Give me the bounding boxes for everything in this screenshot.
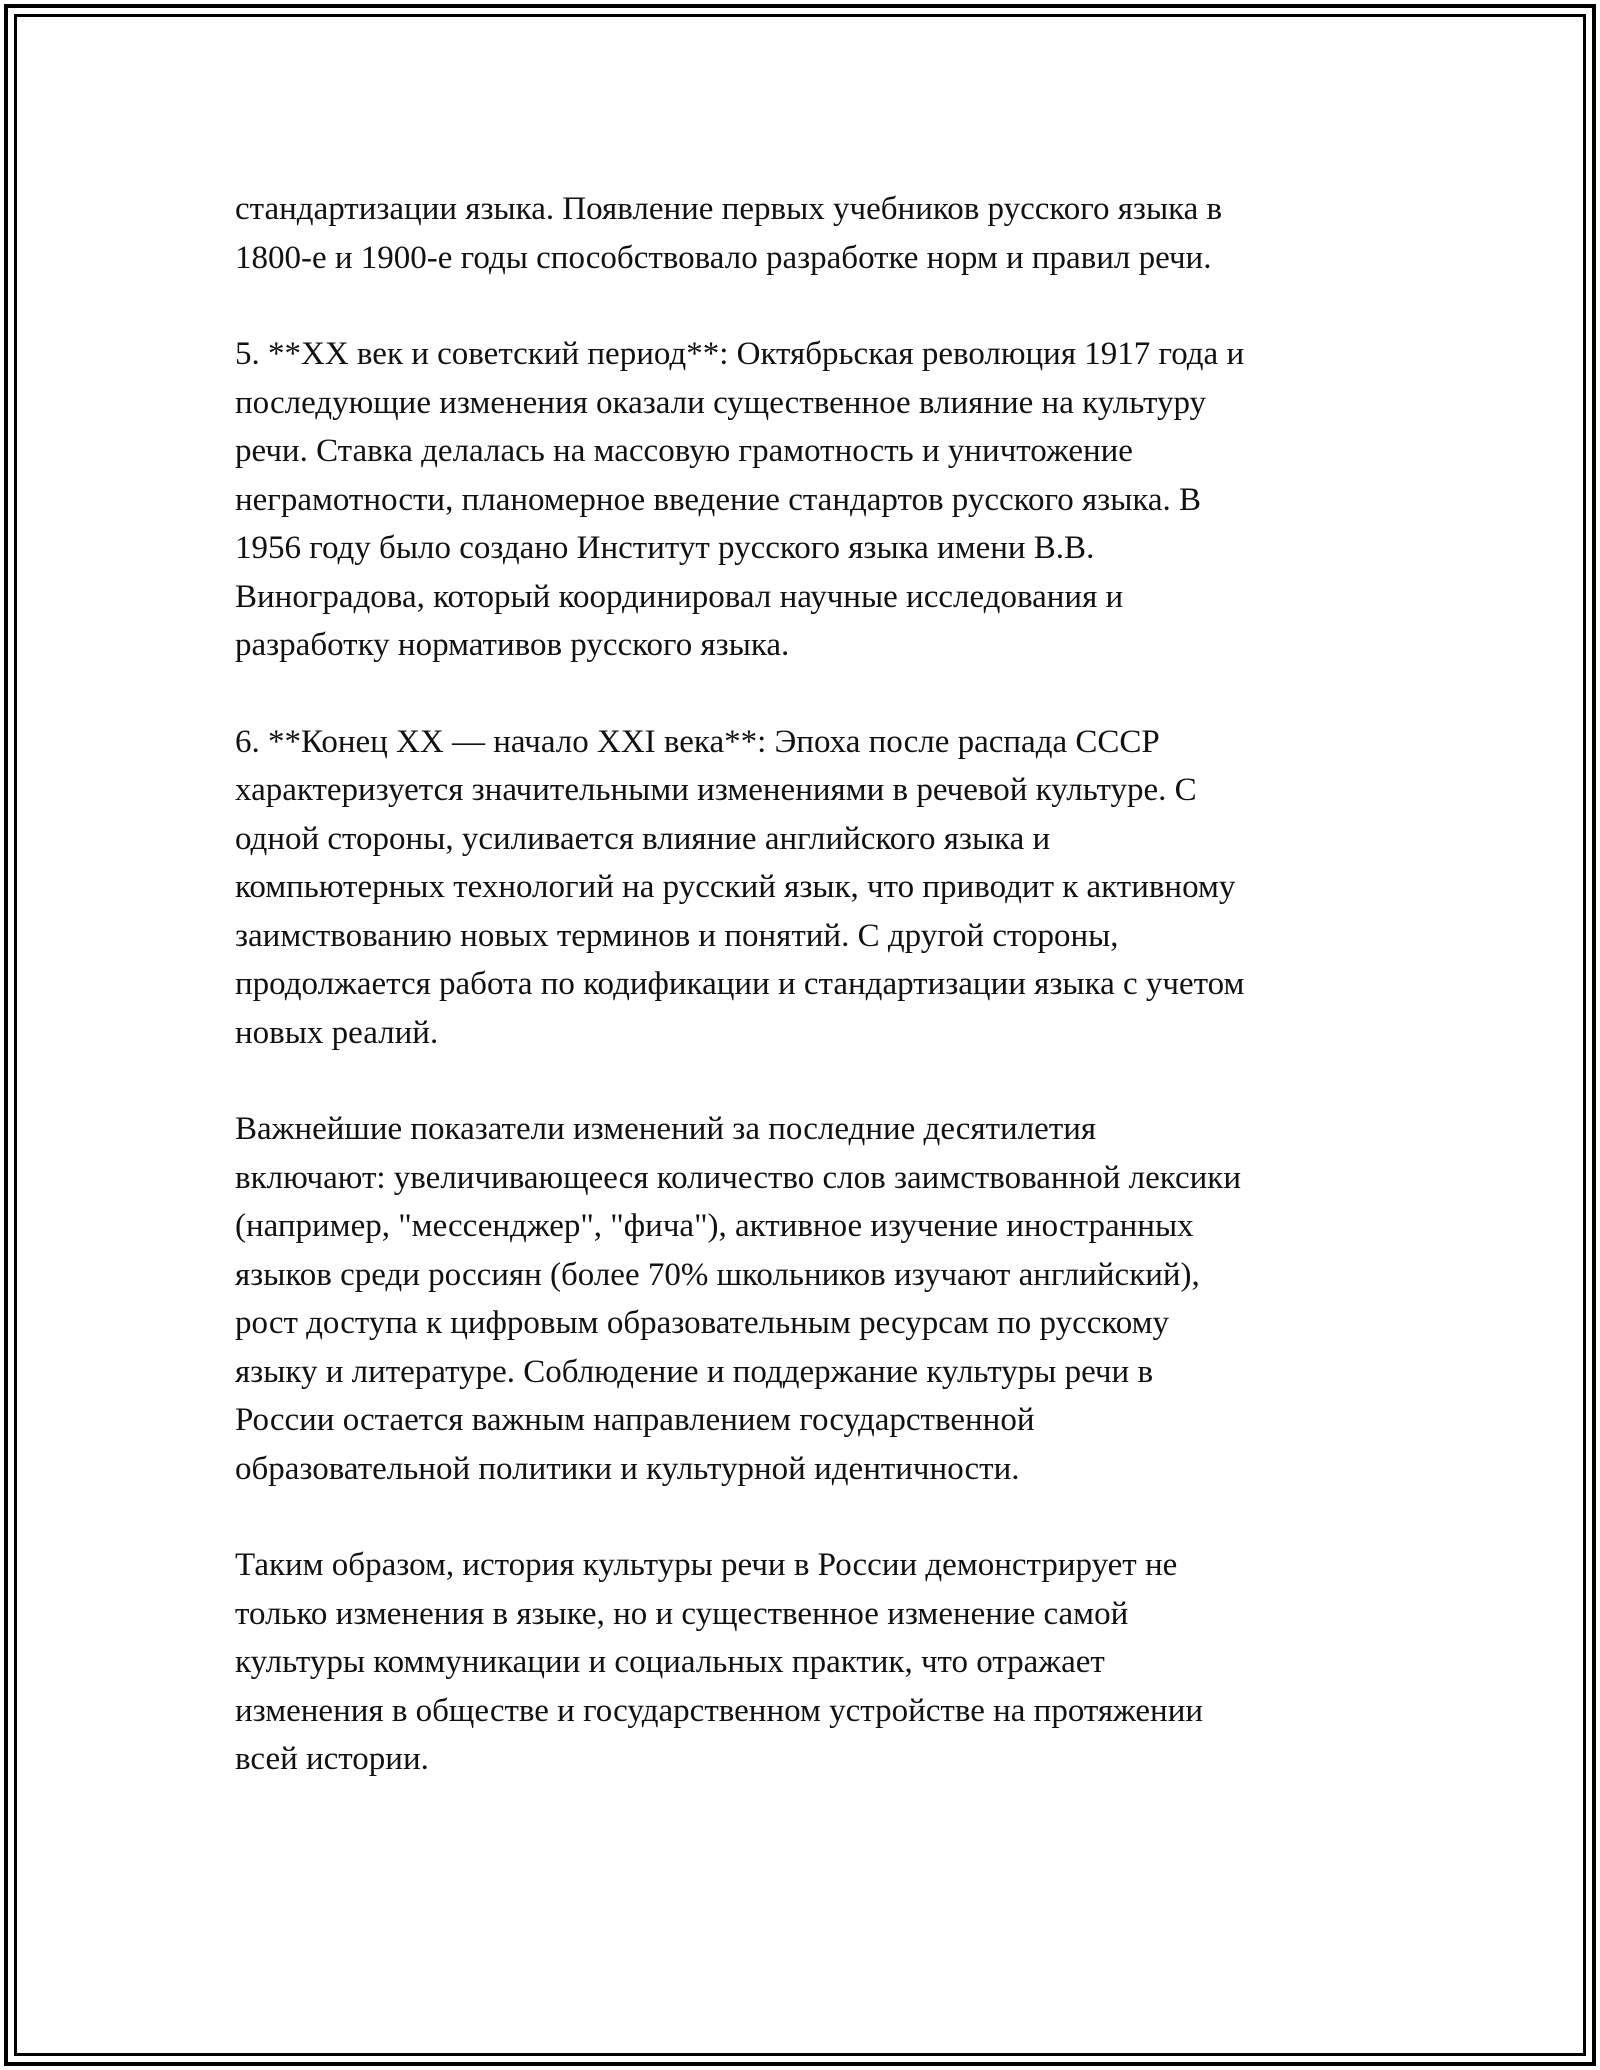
text-line: языку и литературе. Соблюдение и поддержание культуры речи в: [235, 1353, 1154, 1390]
text-line: одной стороны, усиливается влияние английского языка и: [235, 820, 1051, 857]
paragraph-modern-period: [235, 718, 1375, 1058]
document-body: [235, 185, 1375, 1832]
text-line: неграмотности, планомерное введение стандартов русского языка. В: [235, 481, 1202, 518]
text-line: 5. **XX век и советский период**: Октябрьская революция 1917 года и: [235, 336, 1245, 372]
text-line: только изменения в языке, но и существенное изменение самой: [235, 1595, 1129, 1632]
paragraph-conclusion: [235, 1541, 1375, 1784]
text-line: 1956 году было создано Институт русского языка имени В.В.: [235, 530, 1095, 566]
text-line: заимствованию новых терминов и понятий. С другой стороны,: [235, 917, 1119, 954]
text-line: Виноградова, который координировал научные исследования и: [235, 578, 1124, 615]
text-line: последующие изменения оказали существенное влияние на культуру: [235, 384, 1207, 421]
text-line: (например, "мессенджер", "фича"), активное изучение иностранных: [235, 1208, 1194, 1244]
text-line: культуры коммуникации и социальных практик, что отражает: [235, 1644, 1105, 1680]
text-line: рост доступа к цифровым образовательным ресурсам по русскому: [235, 1305, 1169, 1341]
text-line: компьютерных технологий на русский язык, что приводит к активному: [235, 869, 1236, 905]
paragraph-soviet-period: [235, 330, 1375, 670]
paragraph-standardization: [235, 185, 1375, 282]
paragraph-key-indicators: [235, 1105, 1375, 1493]
text-line: новых реалий.: [235, 1014, 439, 1051]
text-line: речи. Ставка делалась на массовую грамотность и уничтожение: [235, 433, 1133, 469]
text-line: языков среди россиян (более 70% школьников изучают английский),: [235, 1256, 1200, 1293]
text-line: Важнейшие показатели изменений за последние десятилетия: [235, 1111, 1097, 1147]
text-line: характеризуется значительными изменениями в речевой культуре. С: [235, 772, 1197, 808]
text-line: включают: увеличивающееся количество слов заимствованной лексики: [235, 1159, 1241, 1196]
text-line: Таким образом, история культуры речи в России демонстрирует не: [235, 1547, 1178, 1583]
text-line: 6. **Конец XX — начало XXI века**: Эпоха после распада СССР: [235, 723, 1160, 760]
text-line: всей истории.: [235, 1741, 429, 1777]
text-line: разработку нормативов русского языка.: [235, 627, 790, 663]
text-line: 1800-е и 1900-е годы способствовало разработке норм и правил речи.: [235, 239, 1212, 276]
text-line: продолжается работа по кодификации и стандартизации языка с учетом: [235, 966, 1245, 1002]
text-line: России остается важным направлением государственной: [235, 1402, 1035, 1438]
text-line: стандартизации языка. Появление первых учебников русского языка в: [235, 191, 1223, 227]
text-line: изменения в обществе и государственном устройстве на протяжении: [235, 1692, 1204, 1729]
text-line: образовательной политики и культурной идентичности.: [235, 1450, 1020, 1487]
